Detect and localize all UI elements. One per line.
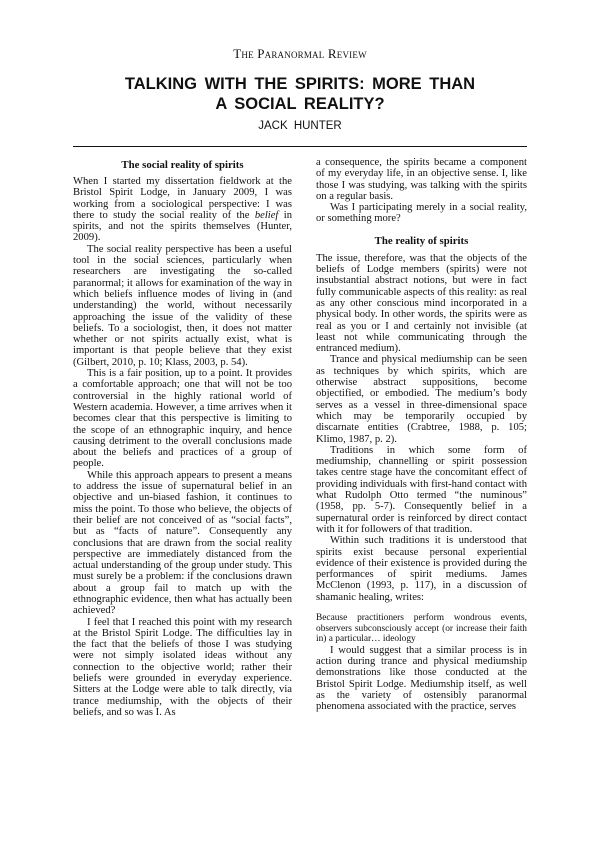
body-paragraph: a consequence, the spirits became a component of my everyday life, in an objective sense. I, like those I was studying, was talking with the spirits on a regular basis. (316, 157, 527, 202)
journal-running-header: The Paranormal Review (233, 46, 367, 61)
section-heading-social-reality: The social reality of spirits (121, 159, 244, 171)
paragraph-text: in spirits, and not the spirits themselves (Hunter, 2009). (73, 209, 292, 244)
right-column (316, 157, 527, 713)
body-paragraph: Within such traditions it is understood that spirits exist because personal experiential evidence of their existence is provided during the performances of spirit mediums. James McClenon (1993, p. 117), in a discussion of shamanic healing, writes: (316, 535, 527, 603)
block-quote: Because practitioners perform wondrous events, observers subconsciously accept (or increase their faith in) a particular… ideology (316, 612, 527, 645)
body-paragraph: The social reality perspective has been a useful tool in the social sciences, particularly when researchers are investigating the so-called paranormal; it allows for examination of the way in which beliefs influence modes of living in (and understanding) the world, without necessarily approaching the issue of the validity of these beliefs. To a sociologist, then, it does not matter whether or not spirits actually exist, what is important is that people believe that they exist (Gilbert, 2010, p. 10; Klass, 2003, p. 54). (73, 243, 292, 368)
body-paragraph: This is a fair position, up to a point. It provides a comfortable approach; one that will not be too controversial in the highly rational world of Western academia. However, a time arrives when it becomes clear that this perspective is limiting to the scope of an ethnographic inquiry, and hence causing detriment to the overall conclusions made about the beliefs and practices of a group of people. (73, 368, 292, 470)
section-heading-reality: The reality of spirits (374, 234, 469, 247)
paragraph-text: When I started my dissertation fieldwork at the Bristol Spirit Lodge, in January 2009, I was working from a sociological perspective: I was there to study the social reality of the (73, 176, 292, 221)
body-paragraph: Traditions in which some form of mediumship, channelling or spirit possession takes centre stage have the concomitant effect of providing individuals with first-hand contact with what Rudolph Otto termed “the numinous” (1958, pp. 5-7). Consequently belief in a supernatural order is reinforced by direct contact with it for followers of that tradition. (316, 444, 527, 535)
body-paragraph: I feel that I reached this point with my research at the Bristol Spirit Lodge. The difficulties lay in the fact that the beliefs of those I was studying were not simply isolated ideas without any connection to the objective world; rather their beliefs were grounded in everyday experience. Sitters at the Lodge were able to talk directly, via trance mediumship, with the objects of their beliefs, and so was I. As (73, 616, 292, 718)
article-title-line-2: A SOCIAL REALITY? (215, 95, 385, 113)
emphasized-word: belief (254, 209, 279, 221)
body-paragraph: Was I participating merely in a social reality, or something more? (316, 202, 527, 225)
article-title-line-1: TALKING WITH THE SPIRITS: MORE THAN (124, 75, 476, 93)
header-divider (73, 146, 527, 147)
left-column (73, 157, 292, 718)
body-paragraph: I would suggest that a similar process is in action during trance and physical mediumship demonstrations like those conducted at the Bristol Spirit Lodge. Mediumship itself, as well as the variety of ostensibly paranormal phenomena associated with the practice, serves (316, 644, 527, 713)
body-paragraph: The issue, therefore, was that the objects of the beliefs of Lodge members (spirits) were not insubstantial abstract notions, but were in fact fully communicable aspects of this reality: as real as any other conscious mind incorporated in a physical body. In other words, the spirits were as real as you or I and certainly not invisible (at least not while communicating through the entranced medium). (316, 252, 527, 355)
article-title (0, 74, 600, 114)
body-paragraph: Trance and physical mediumship can be seen as techniques by which spirits, which are otherwise abstract suppositions, become objectified, or embodied. The medium’s body serves as a vessel in three-dimensional space which may be temporarily occupied by discarnate entities (Crabtree, 1988, p. 105; Klimo, 1987, p. 2). (316, 354, 527, 445)
body-paragraph (73, 176, 292, 244)
author-name: JACK HUNTER (258, 120, 342, 132)
body-paragraph: While this approach appears to present a means to address the issue of supernatural belief in an objective and un-biased fashion, it continues to miss the point. To those who believe, the objects of their belief are not conceived of as “social facts”, but as “facts of nature”. Consequently any conclusions that are drawn from the social reality perspective are immediately distanced from the actual understanding of the group under study. This must surely be a problem: if the conclusions drawn about a group fail to match up with the ethnographic evidence, then what has actually been achieved? (73, 469, 292, 617)
